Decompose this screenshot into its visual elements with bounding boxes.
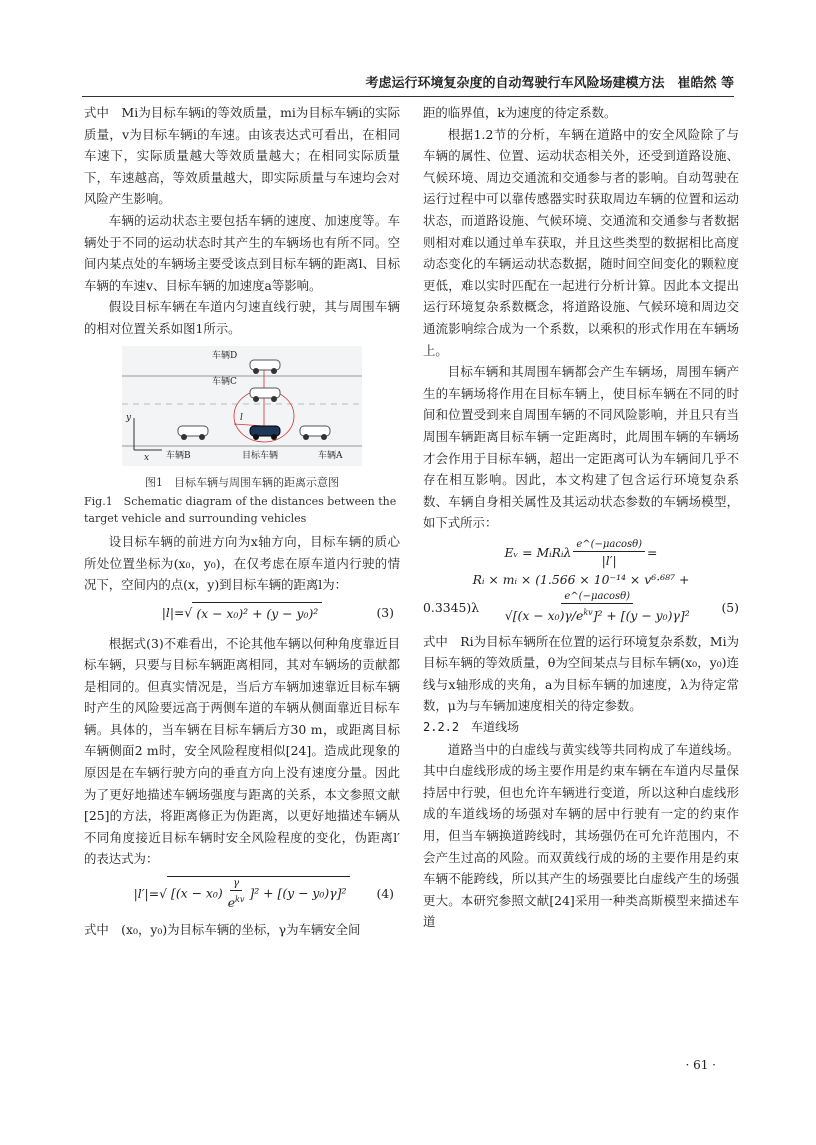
right-column [423,102,739,933]
paragraph: 根据式(3)不难看出，不论其他车辆以何种角度靠近目标车辆，只要与目标车辆距离相同，其对车辆场的贡献都是相同的。但真实情况是，当后方车辆加速靠近目标车辆时产生的风险要远高于两侧车道的车辆从侧面靠近目标车辆。具体的，当车辆在目标车辆后方30 m，或距离目标车辆侧面2 m时，安全风险程度相似[24]。造成此现象的原因是在车辆行驶方向的垂直方向上没有速度分量。因此为了更好地描述车辆场强度与距离的关系，本文参照文献[25]的方法，将距离修正为伪距离，以更好地描述车辆从不同角度接近目标车辆时安全风险程度的变化，伪距离l′的表达式为： [84,635,400,867]
figure-1 [84,346,400,528]
target-vehicle-label: 目标车辆 [242,450,279,461]
running-header: 考虑运行环境复杂度的自动驾驶行车风险场建模方法 崔皓然 等 [82,74,734,97]
left-column [84,102,400,941]
distance-diagram [122,346,362,466]
vehicle-d-label: 车辆D [212,350,238,361]
paragraph: 式中 Mi为目标车辆i的等效质量，mi为目标车辆i的实际质量，v为目标车辆i的车速。由该表达式可看出，在相同车速下，实际质量越大等效质量越大；在相同实际质量下，车速越高，等效质量越大，即实际质量与车速均会对风险产生影响。 [84,105,400,207]
paragraph: 距的临界值，k为速度的待定系数。 [423,105,617,120]
paragraph: 车辆的运动状态主要包括车辆的速度、加速度等。车辆处于不同的运动状态时其产生的车辆场也有所不同。空间内某点处的车辆场主要受该点到目标车辆的距离l、目标车辆的车速v、目标车辆的加速度a等影响。 [84,212,400,293]
paragraph: 目标车辆和其周围车辆都会产生车辆场，周围车辆产生的车辆场将作用在目标车辆上，使目标车辆在不同的时间和位置受到来自周围车辆的不同风险影响，并且只有当周围车辆距离目标车辆一定距离时，此周围车辆的车辆场才会作用于目标车辆，超出一定距离可认为车辆间几乎不存在相互影响。因此，本文构建了包含运行环境复杂系数、车辆自身相关属性及其运动状态参数的车辆场模型，如下式所示： [423,364,739,531]
section-heading: 2.2.2 车道线场 [423,719,520,734]
figure-caption-en: Fig.1 Schematic diagram of the distances between the target vehicle and surrounding vehicles [84,495,397,526]
vehicle-b-label: 车辆B [166,450,191,461]
page-number: · 61 · [685,1058,716,1072]
paragraph: 式中 Ri为目标车辆所在位置的运行环境复杂系数，Mi为目标车辆的等效质量，θ为空间某点与目标车辆(x₀，y₀)连线与x轴形成的夹角，a为目标车辆的加速度，λ为待定常数，μ为与车辆加速度相关的待定参数。 [423,633,739,714]
paragraph: 假设目标车辆在车道内匀速直线行驶，其与周围车辆的相对位置关系如图1所示。 [84,299,400,336]
paragraph: 式中 (x₀，y₀)为目标车辆的坐标，γ为车辆安全间 [84,922,361,938]
axis-x-label: x [144,452,150,463]
equation-5: Eᵥ = MᵢRᵢλ $\frac{e\^{}(-\mu acos\theta)}{|l'|}$ = Rᵢ × mᵢ × (1.566 × 10⁻¹⁴ × v⁶·⁶⁸⁷ + 0.3345)λ $\frac{e\^{}(-\mu acos\theta)}{√[(x - x_0)\gamma/e^{kv}]^2 + [(y - y_0)\gamma]^2}$ (5) [423,538,739,624]
figure-caption-cn: 图1 目标车辆与周围车辆的距离示意图 [145,476,339,490]
vehicle-a-label: 车辆A [318,450,343,461]
paragraph: 道路当中的白虚线与黄实线等共同构成了车道线场。其中白虚线形成的场主要作用是约束车辆在车道内尽量保持居中行驶，但也允许车辆进行变道，所以这种白虚线形成的车道线场的场强对车辆的居中行驶有一定的约束作用，但当车辆换道跨线时，其场强仍在可允许范围内，不会产生过高的风险。而双黄线行成的场的主要作用是约束车辆不能跨线，所以其产生的场强要比白虚线产生的场强更大。本研究参照文献[24]采用一种类高斯模型来描述车道 [423,741,739,930]
vehicle-c-label: 车辆C [212,376,237,387]
axis-y-label: y [126,412,132,423]
equation-4: |l′|= √ [(x − x₀) $\frac{\gamma}{e^{kv}}$ ]² + [(y − y₀)γ]² (4) [133,878,394,911]
paragraph: 根据1.2节的分析，车辆在道路中的安全风险除了与车辆的属性、位置、运动状态相关外，还受到道路设施、气候环境、周边交通流和交通参与者的影响。自动驾驶在运行过程中可以靠传感器实时获取周边车辆的位置和运动状态，而道路设施、气候环境、交通流和交通参与者数据则相对难以通过单车获取，并且这些类型的数据相比高度动态变化的车辆运动状态数据，随时间空间变化的颗粒度更低，难以实时匹配在一起进行分析计算。因此本文提出运行环境复杂系数概念，将道路设施、气候环境和周边交通流影响综合成为一个系数，以乘积的形式作用在车辆场上。 [423,126,739,358]
equation-3: |l|= √ (x − x₀)² + (y − y₀)² (3) [84,602,400,625]
paragraph: 设目标车辆的前进方向为x轴方向，目标车辆的质心所处位置坐标为(x₀，y₀)，在仅考虑在原车道内行驶的情况下，空间内的点(x，y)到目标车辆的距离l为： [84,534,400,593]
distance-l-label: l [240,412,243,423]
